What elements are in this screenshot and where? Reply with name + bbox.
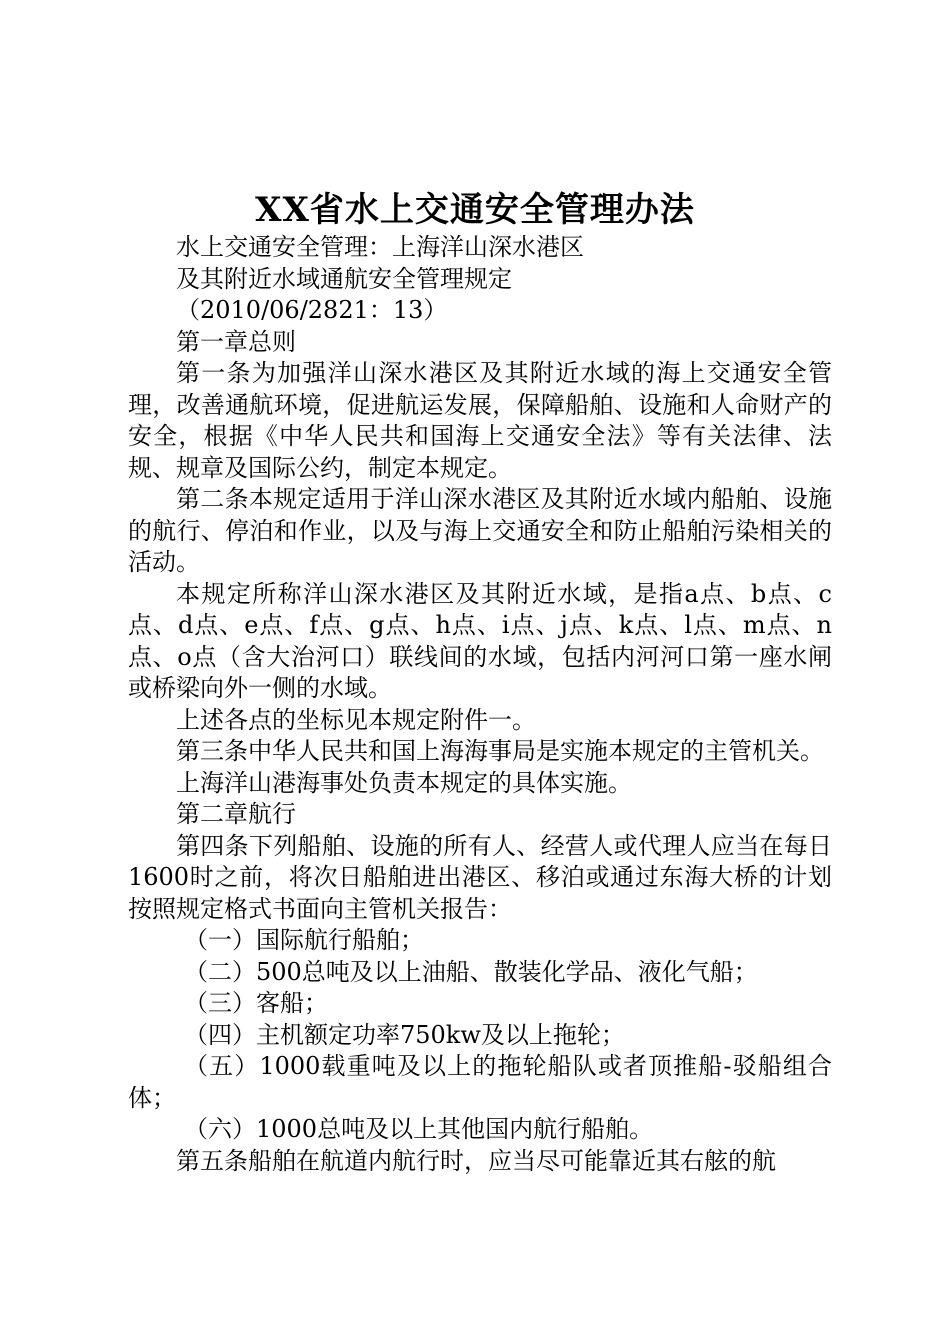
article-1: 第一条为加强洋山深水港区及其附近水域的海上交通安全管理，改善通航环境，促进航运发展，保障船舶、设施和人命财产的安全，根据《中华人民共和国海上交通安全法》等有关法律、法规、规章及国际公约，制定本规定。	[128, 359, 832, 482]
article-2: 第二条本规定适用于洋山深水港区及其附近水域内船舶、设施的航行、停泊和作业，以及与海上交通安全和防止船舶污染相关的活动。	[128, 485, 832, 576]
document-body	[128, 232, 832, 1177]
article-4-item-6: （六）1000总吨及以上其他国内航行船舶。	[184, 1115, 654, 1143]
chapter-heading-1: 第一章总则	[176, 327, 296, 356]
subtitle-line-2: 及其附近水域通航安全管理规定	[176, 264, 512, 293]
subtitle-line-1: 水上交通安全管理：上海洋山深水港区	[176, 233, 584, 261]
article-4-item-1: （一）国际航行船舶；	[184, 926, 424, 954]
article-3: 第三条中华人民共和国上海海事局是实施本规定的主管机关。	[176, 737, 824, 765]
article-2-coordinates-note: 上述各点的坐标见本规定附件一。	[176, 705, 536, 734]
article-2-scope: 本规定所称洋山深水港区及其附近水域，是指a点、b点、c点、d点、e点、f点、g点、h点、i点、j点、k点、l点、m点、n点、o点（含大治河口）联线间的水域，包括内河河口第一座水闸或桥梁向外一侧的水域。	[128, 579, 832, 702]
article-4-item-5: （五）1000载重吨及以上的拖轮船队或者顶推船-驳船组合体；	[128, 1052, 832, 1112]
article-3-implementation: 上海洋山港海事处负责本规定的具体实施。	[176, 768, 632, 797]
chapter-heading-2: 第二章航行	[176, 800, 296, 828]
article-4: 第四条下列船舶、设施的所有人、经营人或代理人应当在每日1600时之前，将次日船舶进出港区、移泊或通过东海大桥的计划按照规定格式书面向主管机关报告：	[128, 831, 832, 923]
date-line: （2010/06/2821：13）	[176, 296, 448, 324]
article-4-item-2: （二）500总吨及以上油船、散装化学品、液化气船；	[184, 957, 758, 986]
article-4-item-3: （三）客船；	[184, 989, 328, 1017]
article-4-item-4: （四）主机额定功率750kw及以上拖轮；	[184, 1020, 625, 1049]
document-title: XX省水上交通安全管理办法	[255, 190, 695, 230]
article-5: 第五条船舶在航道内航行时，应当尽可能靠近其右舷的航	[176, 1146, 776, 1175]
